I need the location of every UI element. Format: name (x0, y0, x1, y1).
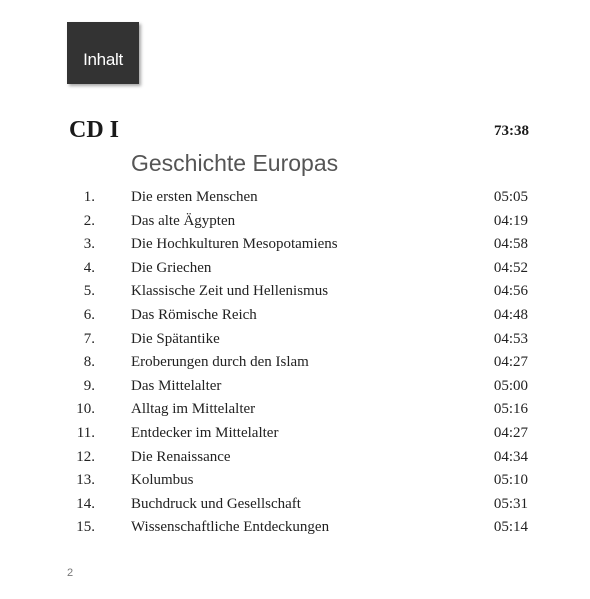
track-duration: 05:00 (493, 377, 528, 394)
track-duration: 04:48 (493, 306, 528, 323)
track-number: 5. (83, 283, 95, 300)
track-row (69, 305, 529, 329)
track-title: Klassische Zeit und Hellenismus (131, 283, 329, 300)
section-title: Geschichte Europas (131, 150, 339, 176)
track-title: Alltag im Mittelalter (131, 401, 256, 418)
track-number: 7. (83, 330, 95, 347)
track-title: Wissenschaftliche Entdeckungen (131, 519, 330, 536)
track-number: 10. (76, 401, 95, 418)
cd-total-time: 73:38 (494, 123, 529, 139)
track-number: 6. (83, 306, 95, 323)
track-number: 4. (83, 259, 95, 276)
track-title: Die ersten Menschen (131, 189, 258, 205)
track-row (69, 494, 529, 518)
track-duration: 04:34 (493, 448, 528, 465)
track-duration: 04:56 (493, 283, 528, 300)
track-duration: 04:27 (493, 424, 528, 441)
track-row (69, 329, 529, 353)
track-row (69, 470, 529, 494)
track-duration: 05:10 (493, 472, 528, 489)
track-row (69, 399, 529, 423)
track-row (69, 376, 529, 400)
track-duration: 04:19 (493, 212, 528, 229)
track-number: 2. (83, 212, 95, 229)
track-duration: 05:14 (493, 519, 528, 536)
track-row (69, 517, 529, 541)
track-number: 12. (76, 448, 95, 465)
track-row (69, 447, 529, 471)
track-row (69, 234, 529, 258)
track-title: Buchdruck und Gesellschaft (131, 495, 301, 512)
track-duration: 04:52 (493, 259, 528, 276)
contents-tab-label: Inhalt (83, 50, 123, 69)
track-duration: 05:16 (493, 401, 528, 418)
contents-tab (67, 22, 139, 84)
track-number: 3. (83, 236, 95, 253)
track-row (69, 187, 529, 211)
track-title: Die Spätantike (131, 330, 220, 347)
track-title: Eroberungen durch den Islam (131, 354, 309, 371)
page-number: 2 (67, 567, 74, 579)
track-duration: 04:53 (493, 330, 528, 347)
track-number: 15. (76, 519, 95, 536)
track-title: Kolumbus (131, 472, 194, 489)
track-list (69, 187, 529, 541)
track-row (69, 211, 529, 235)
track-title: Die Hochkulturen Mesopotamiens (131, 236, 338, 253)
track-duration: 04:58 (493, 236, 528, 253)
track-duration: 05:05 (493, 189, 528, 205)
track-title: Das Mittelalter (131, 377, 222, 394)
track-title: Das alte Ägypten (131, 212, 236, 229)
track-number: 13. (76, 472, 95, 489)
track-title: Die Renaissance (131, 448, 231, 465)
track-row (69, 352, 529, 376)
track-row (69, 258, 529, 282)
track-row (69, 423, 529, 447)
track-row (69, 281, 529, 305)
track-number: 14. (76, 495, 95, 512)
track-title: Entdecker im Mittelalter (131, 424, 279, 441)
track-number: 11. (76, 424, 95, 441)
track-title: Die Griechen (131, 259, 212, 276)
track-number: 9. (83, 377, 95, 394)
track-duration: 04:27 (493, 354, 528, 371)
track-number: 1. (83, 189, 95, 205)
track-number: 8. (83, 354, 95, 371)
cd-title: CD I (69, 117, 120, 143)
track-duration: 05:31 (493, 495, 528, 512)
track-title: Das Römische Reich (131, 306, 257, 323)
